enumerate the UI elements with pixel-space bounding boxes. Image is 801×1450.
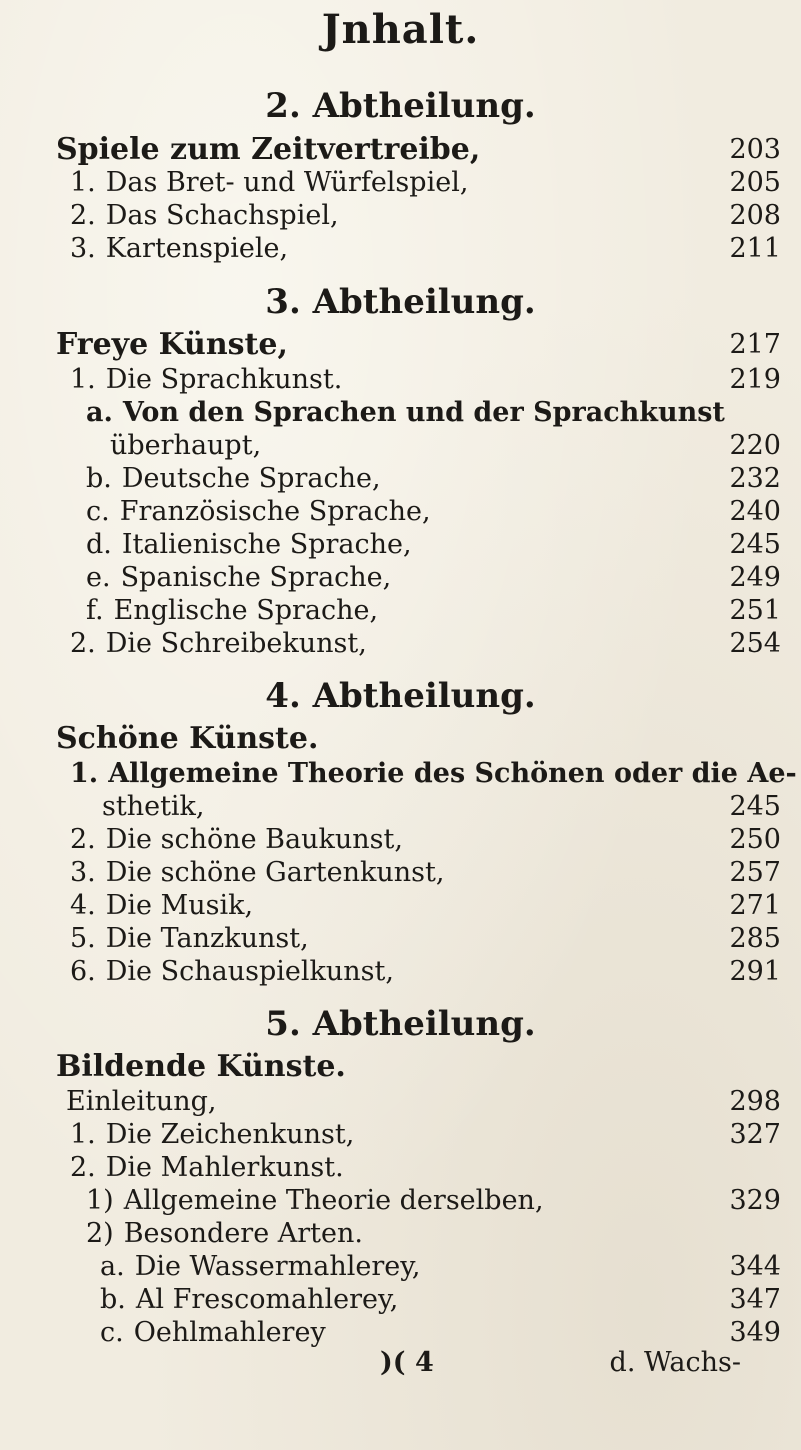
entry-number: b. bbox=[86, 463, 112, 494]
entry-page: 349 bbox=[729, 1317, 781, 1348]
entry-number: 5. bbox=[70, 923, 96, 954]
entry-page: 211 bbox=[729, 233, 781, 264]
entry-text: Spanische Sprache, bbox=[120, 562, 392, 593]
entry-page: 220 bbox=[729, 430, 781, 461]
entry-page: 254 bbox=[729, 628, 781, 659]
section-title-4: 4. Abtheilung. bbox=[265, 676, 536, 716]
entry-text: Die Musik, bbox=[105, 890, 254, 921]
entry-number: a. bbox=[100, 1251, 125, 1282]
signature-mark: )( 4 bbox=[380, 1347, 434, 1378]
entry-number: 2. bbox=[70, 824, 96, 855]
section-title-3: 3. Abtheilung. bbox=[265, 282, 536, 322]
entry-number: d. bbox=[86, 529, 112, 560]
entry-text: Die Zeichenkunst, bbox=[105, 1119, 355, 1150]
entry-page: 249 bbox=[729, 562, 781, 593]
entry-text: Al Frescomahlerey, bbox=[135, 1284, 399, 1315]
entry-page: 217 bbox=[729, 329, 781, 360]
entry-page: 205 bbox=[729, 167, 781, 198]
entry-text: Die Mahlerkunst. bbox=[105, 1152, 344, 1183]
entry-text: Oehlmahlerey bbox=[133, 1317, 326, 1348]
toc-entry bbox=[0, 952, 801, 992]
entry-text: Italienische Sprache, bbox=[121, 529, 412, 560]
entry-number: 2) bbox=[86, 1218, 114, 1249]
entry-number: 1. bbox=[70, 758, 99, 789]
entry-number: c. bbox=[100, 1317, 124, 1348]
entry-number: c. bbox=[86, 496, 110, 527]
entry-text: Die Sprachkunst. bbox=[105, 364, 343, 395]
section-title-2: 2. Abtheilung. bbox=[265, 86, 536, 126]
entry-text: Die Schauspielkunst, bbox=[105, 956, 394, 987]
entry-page: 245 bbox=[729, 529, 781, 560]
page-footer bbox=[0, 1343, 801, 1383]
entry-number: 3. bbox=[70, 233, 96, 264]
entry-page: 250 bbox=[729, 824, 781, 855]
entry-number: 1) bbox=[86, 1185, 114, 1216]
entry-page: 347 bbox=[729, 1284, 781, 1315]
entry-page: 203 bbox=[729, 134, 781, 165]
entry-page: 240 bbox=[729, 496, 781, 527]
entry-number: 3. bbox=[70, 857, 96, 888]
catchword: d. Wachs- bbox=[609, 1347, 741, 1378]
section-title-5: 5. Abtheilung. bbox=[265, 1004, 536, 1044]
entry-number: 2. bbox=[70, 1152, 96, 1183]
entry-page: 285 bbox=[729, 923, 781, 954]
entry-number: f. bbox=[86, 595, 104, 626]
entry-text: Die Schreibekunst, bbox=[105, 628, 367, 659]
entry-number: 1. bbox=[70, 167, 96, 198]
entry-number: b. bbox=[100, 1284, 126, 1315]
entry-number: 1. bbox=[70, 364, 96, 395]
entry-page: 208 bbox=[729, 200, 781, 231]
entry-text: Die Wassermahlerey, bbox=[134, 1251, 421, 1282]
entry-text: Allgemeine Theorie des Schönen oder die Ae- bbox=[108, 758, 797, 789]
entry-page: 344 bbox=[729, 1251, 781, 1282]
entry-text: Deutsche Sprache, bbox=[121, 463, 381, 494]
entry-text: Die schöne Gartenkunst, bbox=[105, 857, 445, 888]
entry-text: Kartenspiele, bbox=[105, 233, 289, 264]
entry-number: 2. bbox=[70, 628, 96, 659]
toc-entry bbox=[0, 1047, 801, 1087]
entry-page: 257 bbox=[729, 857, 781, 888]
entry-text: Einleitung, bbox=[66, 1086, 217, 1117]
entry-page: 271 bbox=[729, 890, 781, 921]
toc-entry bbox=[0, 719, 801, 759]
entry-page: 291 bbox=[729, 956, 781, 987]
entry-text: Die Tanzkunst, bbox=[105, 923, 309, 954]
entry-page: 245 bbox=[729, 791, 781, 822]
entry-text: Schöne Künste. bbox=[56, 721, 319, 756]
entry-number: 1. bbox=[70, 1119, 96, 1150]
running-title: Jnhalt. bbox=[321, 6, 480, 53]
entry-page: 251 bbox=[729, 595, 781, 626]
entry-text: Englische Sprache, bbox=[113, 595, 379, 626]
entry-page: 232 bbox=[729, 463, 781, 494]
toc-entry bbox=[0, 325, 801, 365]
entry-text: Die schöne Baukunst, bbox=[105, 824, 403, 855]
entry-page: 219 bbox=[729, 364, 781, 395]
entry-text: Französische Sprache, bbox=[119, 496, 431, 527]
entry-number: a. bbox=[86, 397, 113, 428]
entry-page: 327 bbox=[729, 1119, 781, 1150]
entry-text: Von den Sprachen und der Sprachkunst bbox=[122, 397, 725, 428]
entry-number: 2. bbox=[70, 200, 96, 231]
entry-text: Freye Künste, bbox=[56, 327, 288, 362]
toc-entry bbox=[0, 624, 801, 664]
entry-page: 298 bbox=[729, 1086, 781, 1117]
entry-number: 4. bbox=[70, 890, 96, 921]
entry-number: e. bbox=[86, 562, 111, 593]
entry-number: 6. bbox=[70, 956, 96, 987]
entry-text: Das Bret- und Würfelspiel, bbox=[105, 167, 469, 198]
entry-text: sthetik, bbox=[102, 791, 205, 822]
entry-text: Bildende Künste. bbox=[56, 1049, 346, 1084]
entry-text: Spiele zum Zeitvertreibe, bbox=[56, 132, 481, 167]
entry-text: Allgemeine Theorie derselben, bbox=[123, 1185, 544, 1216]
entry-text: Das Schachspiel, bbox=[105, 200, 339, 231]
entry-text: überhaupt, bbox=[110, 430, 262, 461]
entry-page: 329 bbox=[729, 1185, 781, 1216]
toc-entry bbox=[0, 229, 801, 269]
entry-text: Besondere Arten. bbox=[123, 1218, 363, 1249]
